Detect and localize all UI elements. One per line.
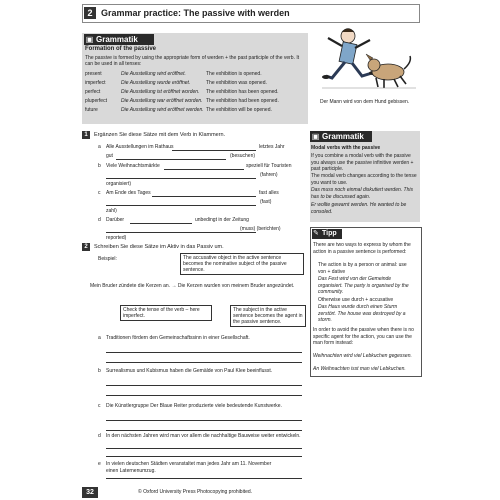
item-line2: gut (106, 153, 113, 159)
answer-line[interactable] (116, 159, 226, 160)
item-line2: reported) (106, 235, 127, 241)
tense-english: The exhibition was opened. (206, 80, 267, 86)
tip-title: Tipp (322, 230, 337, 237)
pencil-icon: ✎ (313, 230, 319, 237)
item-text: Am Ende des Tages (106, 190, 151, 196)
item-tail: letztes Jahr (259, 144, 285, 150)
answer-line[interactable] (106, 352, 302, 353)
tense-label: future (85, 107, 98, 113)
speech-bubble: Check the tense of the verb – here imperfect. (120, 305, 212, 321)
grammar-subtitle: Formation of the passive (85, 46, 157, 52)
tense-german: Die Ausstellung wurde eröffnet. (121, 80, 191, 86)
answer-line[interactable] (106, 420, 302, 421)
grammar-subtitle: Modal verbs with the passive (311, 145, 381, 151)
answer-line[interactable] (106, 430, 302, 431)
grammar-title: Grammatik (96, 35, 138, 44)
item-letter: b (98, 368, 101, 374)
tip-intro: There are two ways to express by whom the action in a passive sentence is performed: (313, 242, 411, 255)
exercise-instruction: Ergänzen Sie diese Sätze mit dem Verb in Klammern. (94, 132, 226, 138)
tense-english: The exhibition had been opened. (206, 98, 279, 104)
tense-label: imperfect (85, 80, 106, 86)
book-icon: ▣ (311, 132, 320, 141)
tense-german: Die Ausstellung wird eröffnet werden. (121, 107, 204, 113)
page-number: 32 (82, 487, 98, 498)
item-text: In vielen deutschen Städten veranstaltet man jedes Jahr am 11. November (106, 461, 272, 467)
answer-line[interactable] (106, 395, 302, 396)
answer-line[interactable] (106, 456, 302, 457)
item-tail: unbedingt in der Zeitung (195, 217, 249, 223)
section-title: Grammar practice: The passive with werden (101, 8, 290, 18)
item-line2: organisiert) (106, 181, 132, 187)
tense-english: The exhibition is opened. (206, 71, 262, 77)
answer-line[interactable] (106, 205, 256, 206)
tip-bullet: The action is by a person or animal: use von + dative (318, 262, 407, 275)
item-letter: a (98, 144, 101, 150)
item-line2: einen Laternenumzug. (106, 468, 156, 474)
item-hint: (fahren) (260, 172, 278, 178)
section-number: 2 (84, 7, 96, 19)
item-letter: b (98, 163, 101, 169)
tense-german: Die Ausstellung ist eröffnet worden. (121, 89, 200, 95)
item-letter: d (98, 217, 101, 223)
tip-example: An Weihnachten isst man viel Lebkuchen. (313, 366, 406, 372)
item-hint: (fast) (260, 199, 272, 205)
tip-paragraph: In order to avoid the passive when there is no specific agent for the action, you can use the man form instead: (313, 327, 414, 346)
item-line2: zahl) (106, 208, 117, 214)
item-text: Viele Weihnachtsmärkte (106, 163, 160, 169)
answer-line[interactable] (152, 196, 256, 197)
item-text: Die Künstlergruppe Der Blaue Reiter produzierte viele bedeutende Kunstwerke. (106, 403, 282, 409)
item-hint: (muss) (berichten) (240, 226, 281, 232)
answer-line[interactable] (164, 169, 244, 170)
answer-line[interactable] (130, 223, 192, 224)
item-text: Darüber (106, 217, 125, 223)
speech-bubble: The subject in the active sentence becomes the agent in the passive sentence. (230, 305, 306, 327)
exercise-instruction: Schreiben Sie diese Sätze im Aktiv in das Passiv um. (94, 244, 224, 250)
tip-example: Weihnachten wird viel Lebkuchen gegessen. (313, 353, 412, 359)
item-text: Alle Ausstellungen im Rathaus (106, 144, 174, 150)
copyright-text: © Oxford University Press Photocopying prohibited. (138, 489, 253, 495)
item-letter: c (98, 403, 101, 409)
example-sentence: Mein Bruder zündete die Kerzen an. → Die Kerzen wurden von meinem Bruder angezündet. (90, 283, 295, 289)
exercise-number: 2 (82, 243, 90, 251)
tense-label: present (85, 71, 102, 77)
grammar-example: Er wollte gewarnt werden. He wanted to be consoled. (311, 202, 407, 215)
item-text: Surrealismus und Kubismus haben die Gemälde von Paul Klee beeinflusst. (106, 368, 273, 374)
tense-label: pluperfect (85, 98, 107, 104)
tense-english: The exhibition has been opened. (206, 89, 279, 95)
item-hint: (besuchen) (230, 153, 256, 159)
tense-english: The exhibition will be opened. (206, 107, 272, 113)
item-letter: d (98, 433, 101, 439)
grammar-paragraph: The modal verb changes according to the tense you want to use. (311, 173, 417, 186)
item-letter: c (98, 190, 101, 196)
item-letter: a (98, 335, 101, 341)
answer-line[interactable] (106, 385, 302, 386)
answer-line[interactable] (106, 362, 302, 363)
tip-example: Das Fest wird von der Gemeinde organisiert. The party is organised by the community. (318, 276, 409, 295)
answer-line[interactable] (172, 150, 256, 151)
man-dog-illustration (318, 24, 420, 96)
item-tail: speziell für Touristen (246, 163, 292, 169)
illustration-caption: Der Mann wird von dem Hund gebissen. (320, 99, 410, 105)
item-text: Traditionen fördern den Gemeinschaftssinn in einer Gesellschaft. (106, 335, 250, 341)
item-tail: fast alles (259, 190, 279, 196)
grammar-example: Das muss noch einmal diskutiert werden. This has to be discussed again. (311, 187, 413, 200)
answer-line[interactable] (106, 232, 256, 233)
grammar-intro: The passive is formed by using the appropriate form of werden + the past participle of the verb. It can be used in all tenses: (85, 55, 300, 67)
answer-line[interactable] (106, 448, 302, 449)
grammar-title: Grammatik (322, 132, 364, 141)
grammar-paragraph: If you combine a modal verb with the passive you always use the passive infinitive werden + past participle. (311, 153, 414, 172)
tense-german: Die Ausstellung wird eröffnet. (121, 71, 186, 77)
item-text: In den nächsten Jahren wird man vor allem die nachhaltige Bauweise weiter entwickeln. (106, 433, 301, 439)
speech-bubble: The accusative object in the active sentence becomes the nominative subject of the passive sentence. (180, 253, 304, 275)
answer-line[interactable] (106, 478, 302, 479)
answer-line[interactable] (106, 178, 256, 179)
tense-label: perfect (85, 89, 101, 95)
item-letter: e (98, 461, 101, 467)
book-icon: ▣ (85, 35, 94, 44)
tense-german: Die Ausstellung war eröffnet worden. (121, 98, 203, 104)
exercise-number: 1 (82, 131, 90, 139)
beispiel-label: Beispiel: (98, 256, 117, 262)
tip-bullet: Otherwise use durch + accusative (318, 297, 394, 303)
tip-example: Das Haus wurde durch einen Sturm zerstört. The house was destroyed by a storm. (318, 304, 406, 323)
